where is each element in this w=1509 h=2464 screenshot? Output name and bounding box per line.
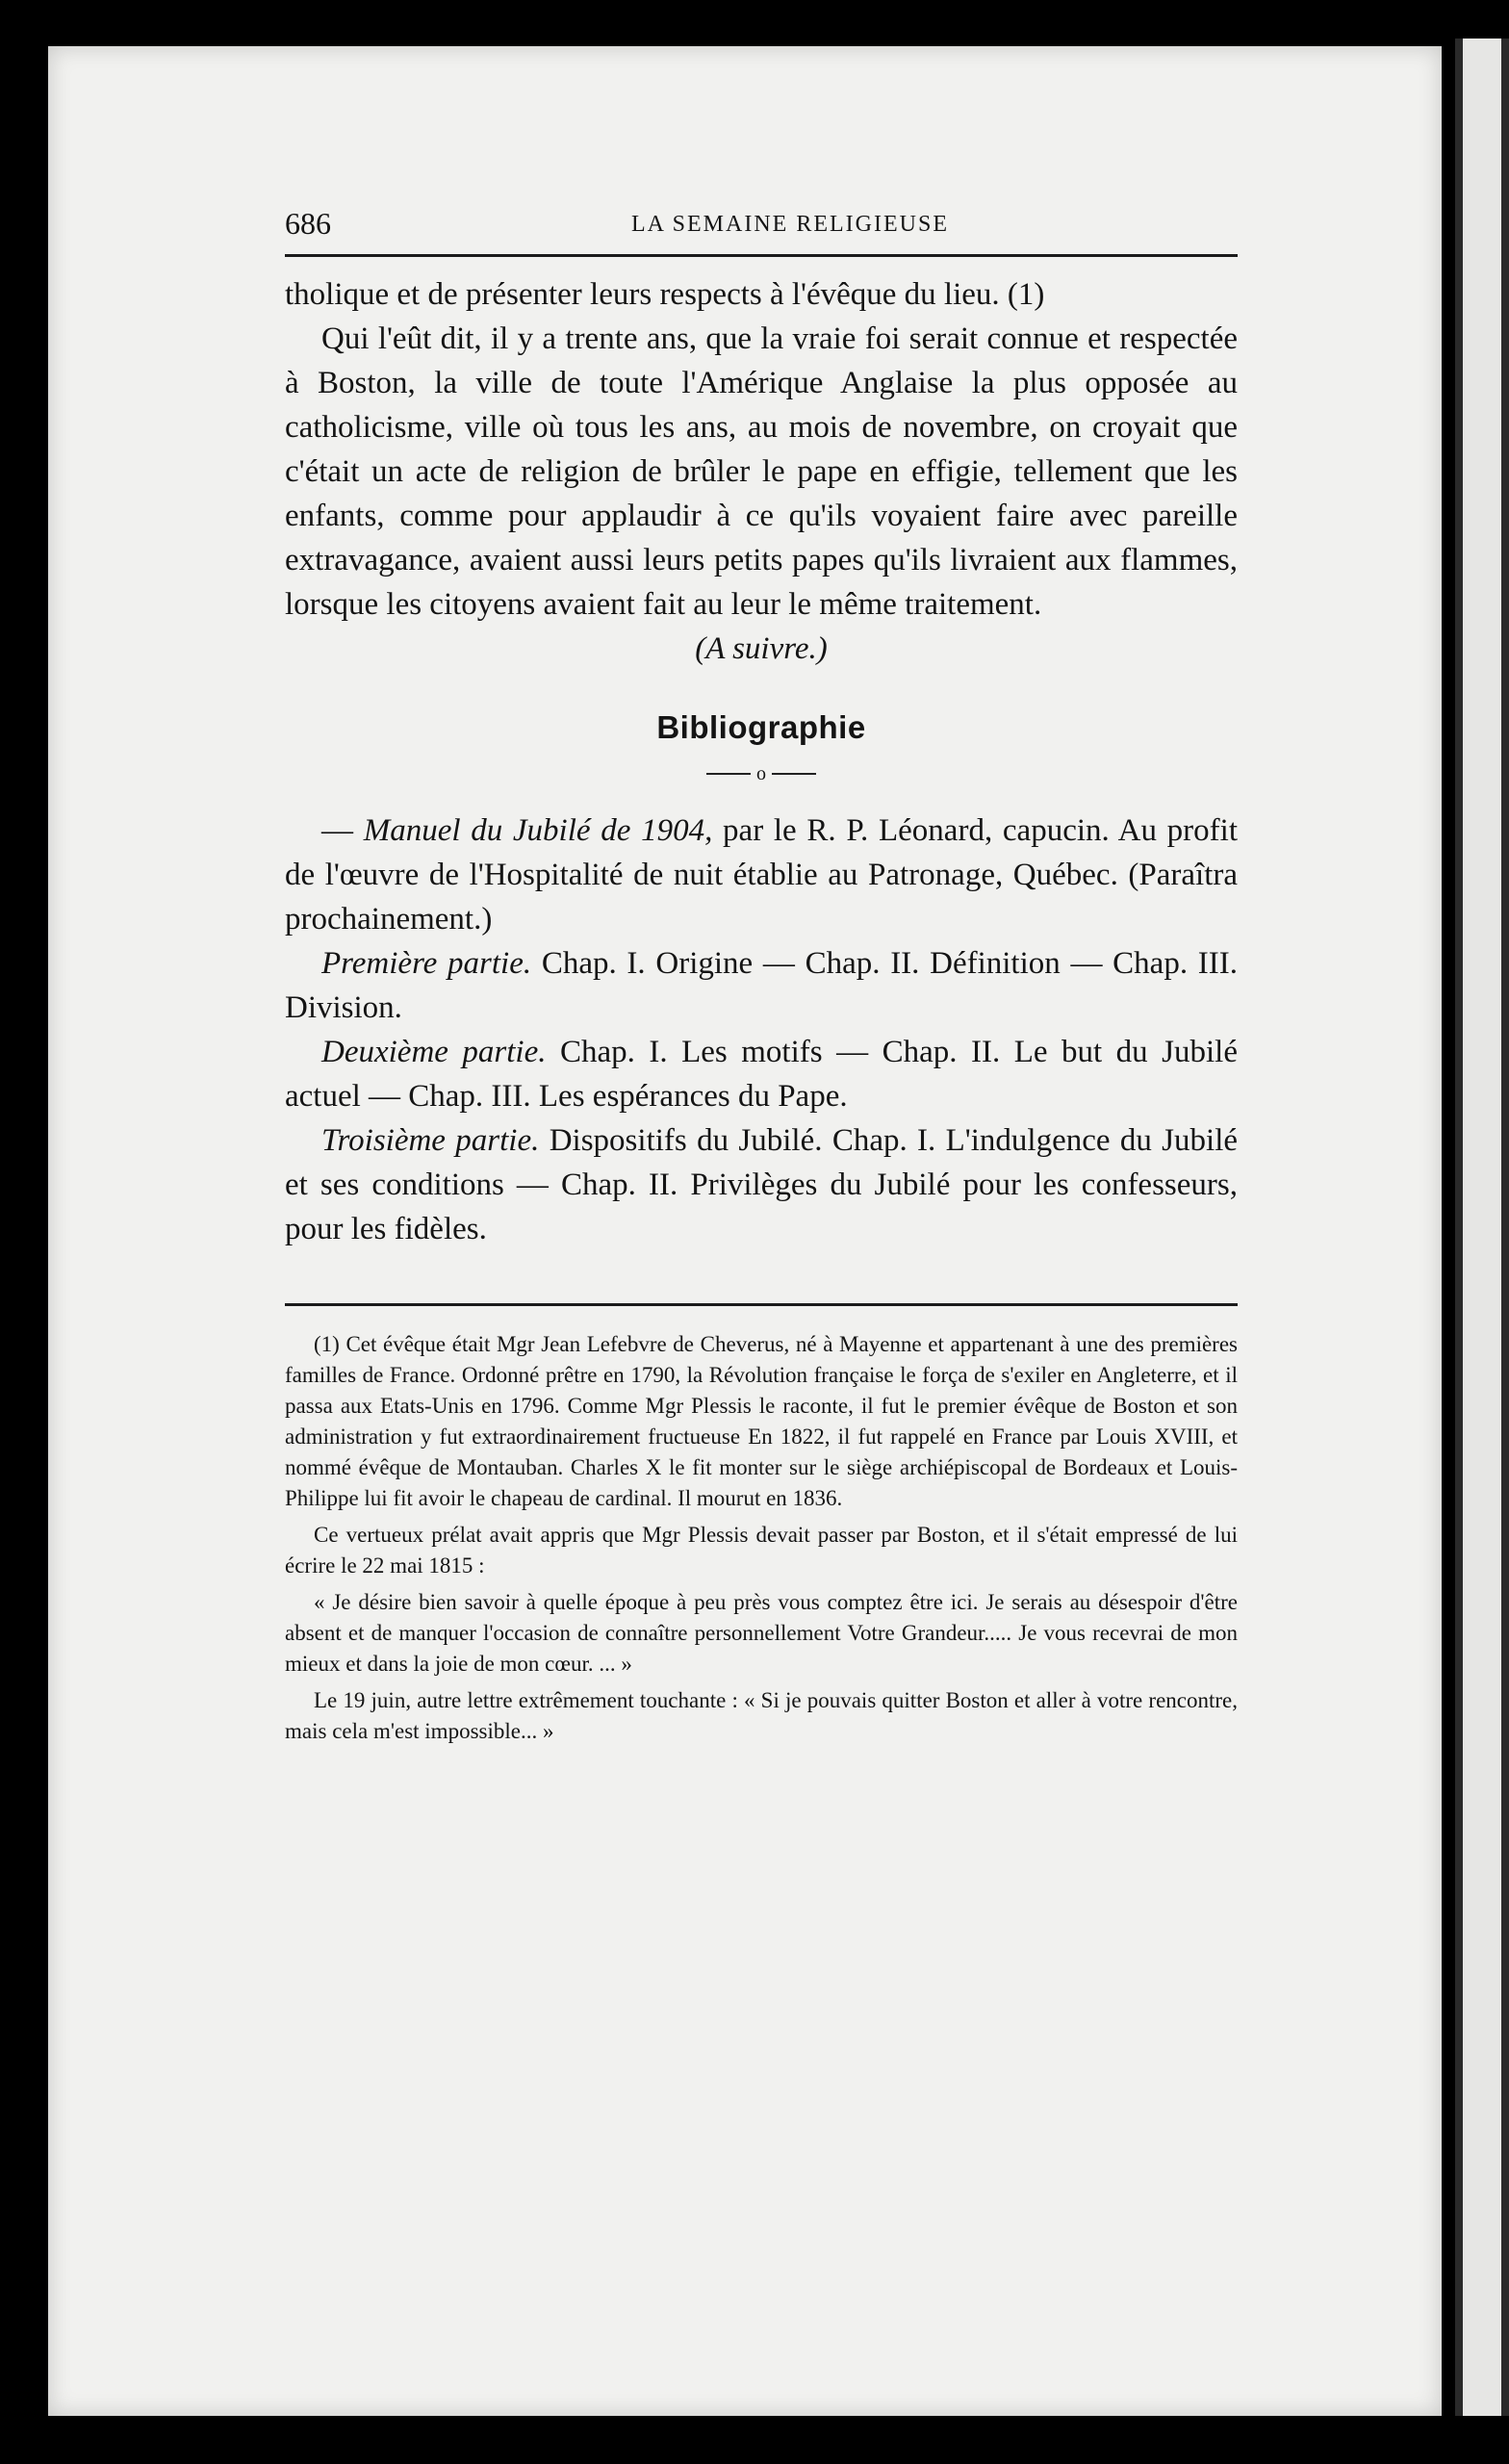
bibliography-entry (285, 808, 1238, 1251)
running-header (285, 202, 1238, 257)
paragraph-continued: tholique et de présenter leurs respects à l'évêque du lieu. (1) (285, 277, 1045, 312)
footnote-1: (1) Cet évêque était Mgr Jean Lefebvre de Cheverus, né à Mayenne et appartenant à une des premières familles de France. Ordonné prêtre en 1790, la Révolution française le força de s'exiler en Angleterre, et il passa aux Etats-Unis en 1796. Comme Mgr Plessis le raconte, il fut le premier évêque de Boston et son administration y fut extraordinairement fructueuse En 1822, il fut rappelé en France par Louis XVIII, et nommé évêque de Montauban. Charles X le fit monter sur le siège archiépiscopal de Bordeaux et Louis-Philippe lui fit avoir le chapeau de cardinal. Il mourut en 1836. (285, 1332, 1238, 1511)
footnote-paragraph: Ce vertueux prélat avait appris que Mgr Plessis devait passer par Boston, et il s'était empressé de lui écrire le 22 mai 1815 : (285, 1523, 1238, 1578)
section-separator: o (285, 763, 1238, 783)
section-title-bibliography: Bibliographie (656, 709, 866, 745)
footnote-divider (285, 1303, 1238, 1306)
adjacent-page-edge (1455, 38, 1509, 2416)
book-entry: — Manuel du Jubilé de 1904, par le R. P. Léonard, capucin. Au profit de l'œuvre de l'Hospitalité de nuit établie au Patronage, Québec. (Paraîtra prochainement.) (285, 813, 1238, 937)
footnotes (285, 1329, 1238, 1747)
journal-title: LA SEMAINE RELIGIEUSE (631, 212, 949, 237)
part-one: Première partie. Chap. I. Origine — Chap. II. Définition — Chap. III. Division. (285, 946, 1238, 1026)
part-two: Deuxième partie. Chap. I. Les motifs — Chap. II. Le but du Jubilé actuel — Chap. III. Les espérances du Pape. (285, 1035, 1238, 1115)
main-text (285, 272, 1238, 627)
to-be-continued: (A suivre.) (695, 631, 828, 666)
footnote-paragraph-final: Le 19 juin, autre lettre extrêmement touchante : « Si je pouvais quitter Boston et aller à votre rencontre, mais cela m'est impossible... » (285, 1688, 1238, 1744)
page-content (285, 202, 1238, 1753)
footnote-quote: « Je désire bien savoir à quelle époque à peu près vous comptez être ici. Je serais au désespoir d'être absent et de manquer l'occasion de connaître personnellement Votre Grandeur..... Je vous recevrai de mon mieux et dans la joie de mon cœur. ... » (285, 1590, 1238, 1677)
book-title: Manuel du Jubilé de 1904, (363, 813, 713, 849)
page-number: 686 (285, 206, 331, 241)
part-three: Troisième partie. Dispositifs du Jubilé. Chap. I. L'indulgence du Jubilé et ses conditions — Chap. II. Privilèges du Jubilé pour les confesseurs, pour les fidèles. (285, 1123, 1239, 1247)
paragraph-boston: Qui l'eût dit, il y a trente ans, que la vraie foi serait connue et respectée à Boston, la ville de toute l'Amérique Anglaise la plus opposée au catholicisme, ville où tous les ans, au mois de novembre, on croyait que c'était un acte de religion de brûler le pape en effigie, tellement que les enfants, comme pour applaudir à ce qu'ils voyaient faire avec pareille extravagance, avaient aussi leurs petits papes qu'ils livraient aux flammes, lorsque les citoyens avaient fait au leur le même traitement. (285, 321, 1238, 622)
